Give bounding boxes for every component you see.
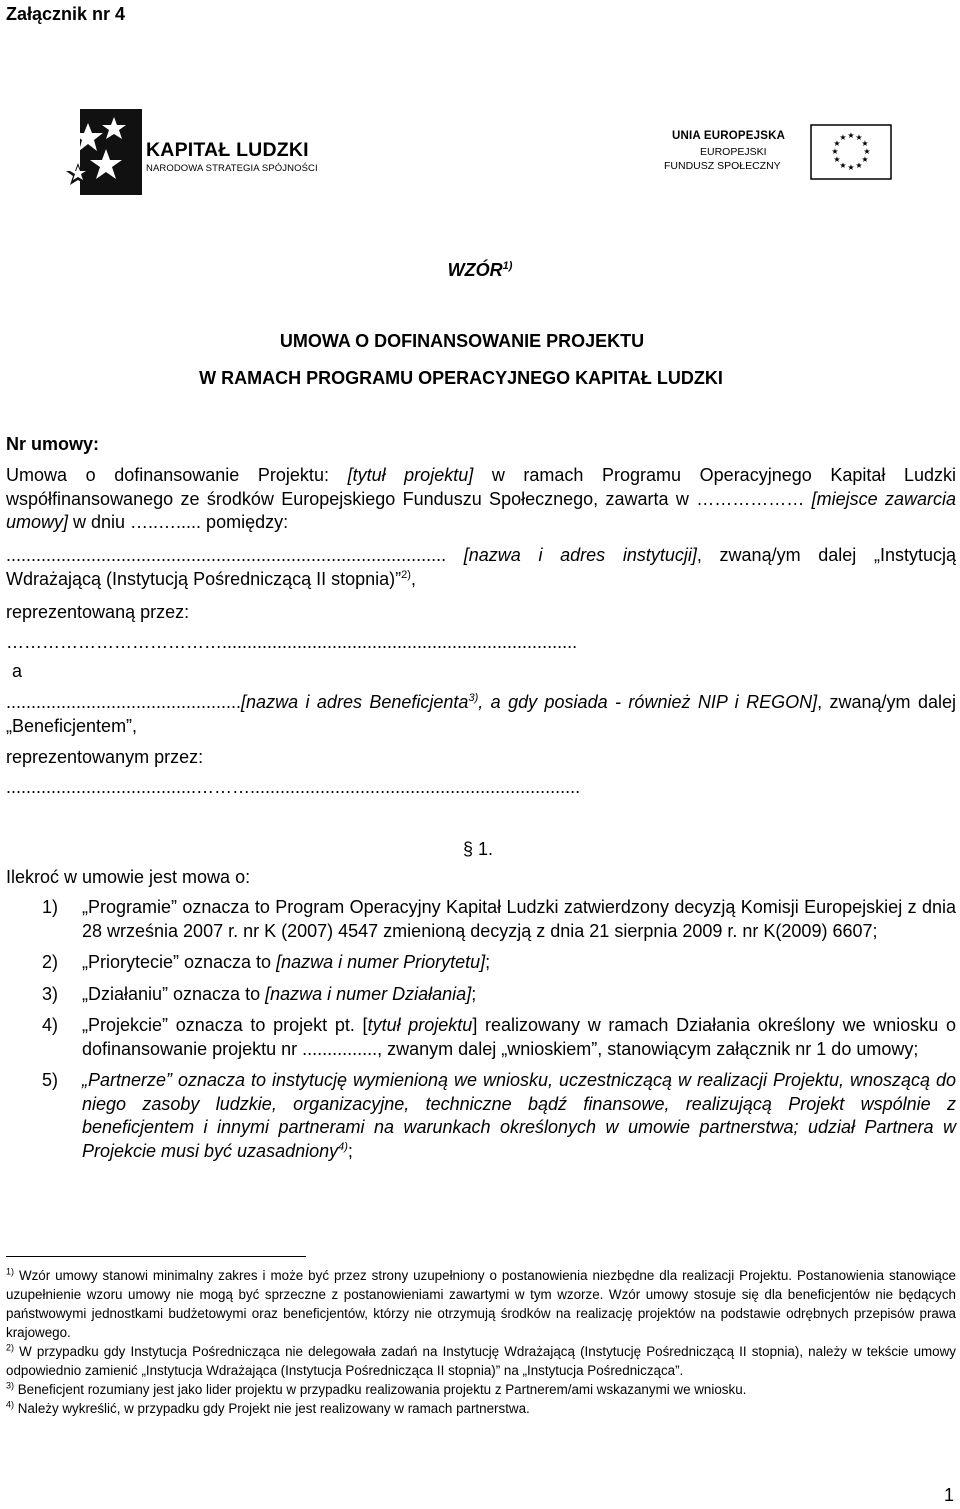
list-item-text: „Projekcie” oznacza to projekt pt. [ bbox=[82, 1015, 368, 1035]
footnote-text: Wzór umowy stanowi minimalny zakres i może być przez strony uzupełniony o postanowienia niezbędne dla realizacji Projektu. Postanowienia stanowiące uzupełnienie wzoru umowy nie mogą być sprzeczne z postanowieniami zawartymi w tym wzorze. Wzór umowy stosuje się dla beneficjentów nie będących państwowymi jednostkami budżetowymi oraz beneficjentów, którzy nie otrzymują środków na realizację projektów na podstawie odrębnych przepisów prawa krajowego. bbox=[6, 1268, 956, 1340]
institution-placeholder: [nazwa i adres instytucji] bbox=[463, 545, 697, 565]
eu-logo-line3: FUNDUSZ SPOŁECZNY bbox=[664, 160, 781, 172]
eu-flag-icon bbox=[810, 124, 892, 180]
represented-by-label-1: reprezentowaną przez: bbox=[6, 602, 190, 622]
institution-paragraph bbox=[6, 543, 956, 591]
footnote-ref-2: 2) bbox=[401, 569, 411, 581]
list-item-text: „Działaniu” oznacza to bbox=[82, 983, 266, 1004]
svg-text:★: ★ bbox=[831, 147, 839, 156]
list-item-end: ; bbox=[471, 983, 477, 1004]
institution-dots: ........................................................................................ bbox=[6, 545, 464, 565]
contract-number-label: Nr umowy: bbox=[6, 434, 100, 454]
footnote-ref-3: 3) bbox=[468, 692, 479, 704]
svg-text:★: ★ bbox=[855, 133, 863, 142]
kapital-ludzki-logo bbox=[66, 105, 356, 200]
intro-paragraph bbox=[6, 464, 956, 535]
svg-text:★: ★ bbox=[861, 139, 869, 148]
conjunction-a: a bbox=[12, 661, 23, 681]
project-title-placeholder: [tytuł projektu] bbox=[347, 465, 474, 485]
list-item bbox=[6, 1069, 956, 1163]
eu-logo-line2: EUROPEJSKI bbox=[700, 146, 767, 158]
section-heading: § 1. bbox=[463, 839, 494, 859]
list-item bbox=[6, 896, 956, 943]
template-label bbox=[0, 259, 960, 282]
list-item-number: 3) bbox=[42, 983, 59, 1004]
footnote bbox=[6, 1342, 956, 1380]
wzor-text: WZÓR bbox=[447, 260, 503, 280]
svg-text:★: ★ bbox=[863, 147, 871, 156]
beneficiary-placeholder: [nazwa i adres Beneficjenta bbox=[241, 692, 469, 712]
footnote-mark: 3) bbox=[6, 1380, 15, 1391]
list-item bbox=[6, 1014, 956, 1061]
represented-by-field-2: ......................................……….................................................................. bbox=[6, 777, 581, 797]
svg-text:★: ★ bbox=[833, 139, 841, 148]
institution-text: , zwaną/ym dalej „Instytucją Wdrażającą (Instytucją Pośredniczącą II stopnia)” bbox=[6, 545, 956, 589]
beneficiary-paragraph bbox=[6, 690, 956, 738]
svg-text:★: ★ bbox=[847, 163, 855, 172]
list-item-text: „Partnerze” oznacza to instytucję wymienioną we wniosku, uczestniczącą w realizacji Projektu, wnoszącą do niego zasoby ludzkie, organizacyjne, techniczne bądź finansowe, realizującą Projekt wspólnie z beneficjentem i innymi partnerami na warunkach określonych w umowie partnerstwa; udział Partnera w Projekcie musi być uzasadniony bbox=[82, 1070, 956, 1161]
list-item-number: 5) bbox=[42, 1070, 59, 1090]
footnote bbox=[6, 1399, 956, 1418]
project-title-placeholder-2: tytuł projektu bbox=[367, 1015, 473, 1035]
footnote-ref-1: 1) bbox=[502, 260, 513, 272]
represented-by-label-2: reprezentowanym przez: bbox=[6, 747, 204, 767]
definitions-list bbox=[6, 896, 956, 1163]
definitions-lead: Ilekroć w umowie jest mowa o: bbox=[6, 867, 251, 887]
document-title-line2: W RAMACH PROGRAMU OPERACYJNEGO KAPITAŁ LUDZKI bbox=[199, 368, 723, 388]
document-title-line1: UMOWA O DOFINANSOWANIE PROJEKTU bbox=[279, 331, 645, 351]
footnote-mark: 1) bbox=[6, 1266, 15, 1277]
svg-text:★: ★ bbox=[847, 131, 855, 140]
svg-text:★: ★ bbox=[839, 161, 847, 170]
footnote bbox=[6, 1266, 956, 1342]
priority-placeholder: [nazwa i numer Priorytetu] bbox=[276, 952, 486, 972]
footnotes bbox=[6, 1266, 956, 1418]
list-item-end: ; bbox=[347, 1140, 353, 1161]
list-item-text: „Programie” oznacza to Program Operacyjny Kapitał Ludzki zatwierdzony decyzją Komisji Europejskiej z dnia 28 września 2007 r. nr K (2007) 4547 zmienioną decyzją z dnia 21 sierpnia 2009 r. nr K(2009) 6607; bbox=[82, 897, 956, 941]
represented-by-field-1: ………………………………....................................................................... bbox=[6, 632, 578, 652]
footnote-text: Należy wykreślić, w przypadku gdy Projekt nie jest realizowany w ramach partnerstwa. bbox=[14, 1401, 530, 1416]
list-item bbox=[6, 951, 956, 975]
action-placeholder: [nazwa i numer Działania] bbox=[265, 983, 472, 1004]
footnote-separator bbox=[6, 1256, 306, 1257]
intro-text-e: w dniu …..…..... pomiędzy: bbox=[68, 512, 289, 532]
list-item-text: „Priorytecie” oznacza to bbox=[82, 952, 277, 972]
intro-text-a: Umowa o dofinansowanie Projektu: bbox=[6, 465, 348, 485]
eu-logo-line1: UNIA EUROPEJSKA bbox=[672, 130, 786, 142]
list-item-end: ] realizowany w ramach Działania określony we wniosku o dofinansowanie projektu nr ..............., zwanym dalej „wnioskiem”, stanowiącym załącznik nr 1 do umowy; bbox=[82, 1015, 957, 1059]
kl-logo-title: KAPITAŁ LUDZKI bbox=[146, 139, 309, 161]
footnote-mark: 2) bbox=[6, 1342, 15, 1353]
beneficiary-dots: ............................................... bbox=[6, 692, 242, 712]
footnote-text: W przypadku gdy Instytucja Pośrednicząca nie delegowała zadań na Instytucję Wdrażającą (Instytucję Pośredniczącą II stopnia), należy w tekście umowy odpowiednio zamienić „Instytucja Wdrażająca (Instytucja Pośrednicząca II stopnia)” na „Instytucja Pośrednicząca”. bbox=[6, 1344, 956, 1378]
footnote-text: Beneficjent rozumiany jest jako lider projektu w przypadku realizowania projektu z Partnerem/ami wskazanymi we wniosku. bbox=[14, 1382, 747, 1397]
list-item-number: 2) bbox=[42, 952, 59, 972]
svg-text:★: ★ bbox=[839, 133, 847, 142]
attachment-label: Załącznik nr 4 bbox=[6, 4, 126, 24]
list-item-number: 1) bbox=[42, 897, 59, 917]
page-number: 1 bbox=[944, 1485, 955, 1505]
beneficiary-nip-placeholder: , a gdy posiada - również NIP i REGON] bbox=[478, 692, 818, 712]
footnote-mark: 4) bbox=[6, 1399, 15, 1410]
svg-text:★: ★ bbox=[833, 155, 841, 164]
intro-text-c: w ramach Programu Operacyjnego Kapitał Ludzki współfinansowanego ze środków Europejskiego Funduszu Społecznego, zawarta w ……………… bbox=[6, 465, 957, 509]
kapital-ludzki-emblem-icon bbox=[66, 105, 146, 197]
kl-logo-subtitle: NARODOWA STRATEGIA SPÓJNOŚCI bbox=[146, 163, 318, 174]
list-item bbox=[6, 983, 956, 1007]
beneficiary-text: , zwaną/ym dalej „Beneficjentem”, bbox=[6, 692, 956, 736]
svg-text:★: ★ bbox=[855, 161, 863, 170]
place-placeholder: [miejsce zawarcia umowy] bbox=[6, 488, 957, 532]
list-item-number: 4) bbox=[42, 1015, 59, 1035]
eu-efs-logo bbox=[664, 124, 894, 184]
institution-comma: , bbox=[410, 569, 416, 589]
footnote-ref-4: 4) bbox=[338, 1140, 348, 1153]
svg-text:★: ★ bbox=[861, 155, 869, 164]
footnote bbox=[6, 1380, 956, 1399]
list-item-end: ; bbox=[485, 952, 491, 972]
